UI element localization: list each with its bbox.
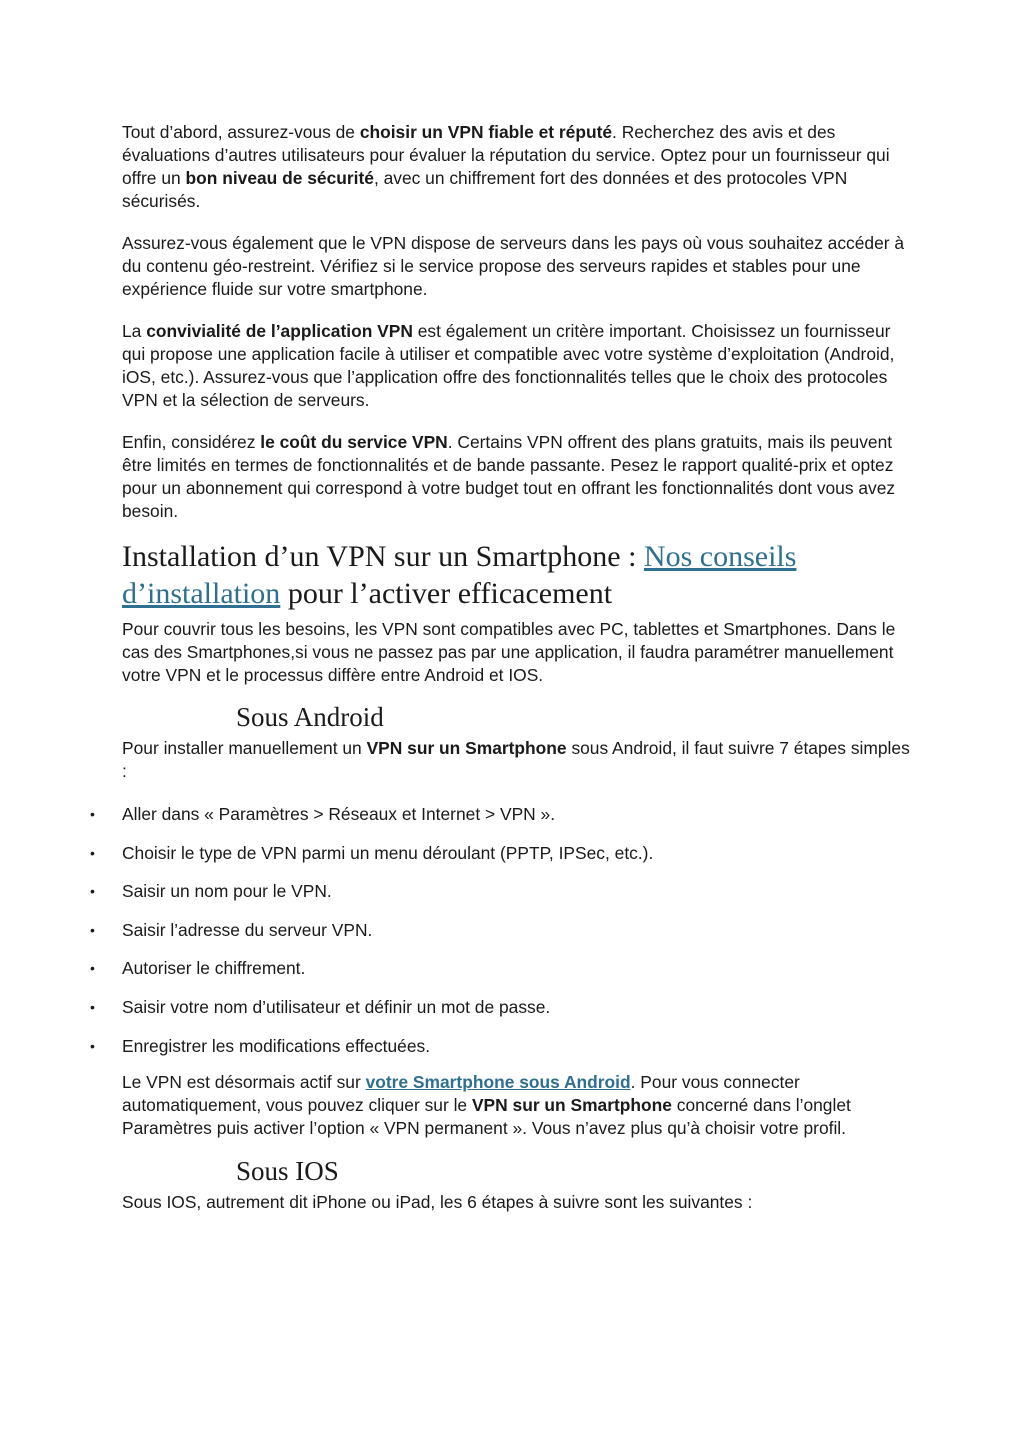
text: Pour installer manuellement un: [122, 738, 367, 758]
installation-tips-link[interactable]: Nos conseils d’installation: [122, 540, 797, 610]
bullet-icon: •: [90, 1037, 95, 1054]
android-subheading: Sous Android: [236, 702, 384, 732]
paragraph-vpn-choice: [122, 121, 912, 213]
bold-text: convivialité de l’application VPN: [146, 321, 413, 341]
text: Tout d’abord, assurez-vous de: [122, 122, 360, 142]
step-text: Choisir le type de VPN parmi un menu déroulant (PPTP, IPSec, etc.).: [122, 842, 654, 863]
text: concerné dans l’onglet Paramètres puis activer l’option « VPN permanent ». Vous n’avez plus qu’à choisir votre profil.: [122, 1094, 851, 1138]
text: Pour couvrir tous les besoins, les VPN sont compatibles avec PC, tablettes et Smartphones. Dans le cas des Smartphones,si vous ne passez pas par une application, il faudra paramétrer manuellement votre VPN et le processus diffère entre Android et IOS.: [122, 619, 896, 685]
step-text: Saisir l’adresse du serveur VPN.: [122, 919, 373, 940]
list-item: [90, 880, 912, 903]
bullet-icon: •: [90, 806, 95, 822]
text: sous Android, il faut suivre 7 étapes simples :: [122, 738, 910, 781]
text: . Certains VPN offrent des plans gratuits, mais ils peuvent être limités en termes de fonctionnalités et de bande passante. Pesez le rapport qualité-prix et optez pour un abonnement qui correspond à votre budget tout en offrant les fonctionnalités dont vous avez besoin.: [122, 432, 896, 521]
text: Enfin, considérez: [122, 432, 261, 452]
bullet-icon: •: [90, 844, 95, 861]
list-item: [90, 1035, 912, 1058]
text: . Pour vous connecter automatiquement, vous pouvez cliquer sur le: [122, 1071, 800, 1115]
list-item: [90, 919, 912, 942]
list-item: [90, 803, 912, 826]
android-intro: [122, 737, 912, 783]
bullet-icon: •: [90, 921, 95, 938]
bold-text: VPN sur un Smartphone: [471, 1094, 672, 1115]
list-item: [90, 996, 912, 1019]
bold-text: VPN sur un Smartphone: [366, 738, 567, 758]
heading-text: Installation d’un VPN sur un Smartphone :: [122, 540, 644, 573]
text: Le VPN est désormais actif sur: [122, 1071, 366, 1092]
step-text: Enregistrer les modifications effectuées.: [122, 1035, 431, 1056]
bold-text: le coût du service VPN: [260, 432, 448, 452]
text: Sous IOS, autrement dit iPhone ou iPad, les 6 étapes à suivre sont les suivantes :: [122, 1191, 753, 1212]
list-item: [90, 842, 912, 865]
bold-text: choisir un VPN fiable et réputé: [359, 122, 613, 142]
paragraph-cost: [122, 431, 912, 523]
ios-intro: [122, 1191, 912, 1214]
paragraph-usability: [122, 320, 912, 412]
android-steps-list: [90, 803, 912, 1058]
text: , avec un chiffrement fort des données et des protocoles VPN sécurisés.: [122, 168, 848, 211]
bullet-icon: •: [90, 998, 95, 1015]
android-outro: [122, 1071, 912, 1140]
bold-text: bon niveau de sécurité: [185, 168, 374, 188]
text: La: [122, 321, 147, 341]
step-text: Saisir votre nom d’utilisateur et définir un mot de passe.: [122, 996, 551, 1017]
section-heading: [122, 538, 912, 612]
step-text: Saisir un nom pour le VPN.: [122, 881, 332, 902]
step-text: Autoriser le chiffrement.: [122, 958, 306, 979]
ios-subheading: Sous IOS: [236, 1155, 339, 1186]
bullet-icon: •: [90, 960, 95, 977]
list-item: [90, 957, 912, 980]
paragraph-servers: [122, 232, 912, 301]
text: Assurez-vous également que le VPN dispose de serveurs dans les pays où vous souhaitez accéder à du contenu géo-restreint. Vérifiez si le service propose des serveurs rapides et stables pour une expérience fluide sur votre smartphone.: [122, 233, 905, 299]
text: est également un critère important. Choisissez un fournisseur qui propose une application facile à utiliser et compatible avec votre système d’exploitation (Android, iOS, etc.). Assurez-vous que l’application offre des fonctionnalités telles que le choix des protocoles VPN et la sélection de serveurs.: [122, 321, 895, 410]
text: . Recherchez des avis et des évaluations d’autres utilisateurs pour évaluer la réputation du service. Optez pour un fournisseur qui offre un: [122, 122, 890, 188]
android-smartphone-link[interactable]: votre Smartphone sous Android: [365, 1071, 631, 1092]
document-content: [90, 121, 912, 1214]
step-text: Aller dans « Paramètres > Réseaux et Internet > VPN ».: [122, 804, 556, 824]
paragraph-compatibility: [122, 618, 912, 687]
bullet-icon: •: [90, 883, 95, 900]
heading-text: pour l’activer efficacement: [280, 577, 613, 610]
